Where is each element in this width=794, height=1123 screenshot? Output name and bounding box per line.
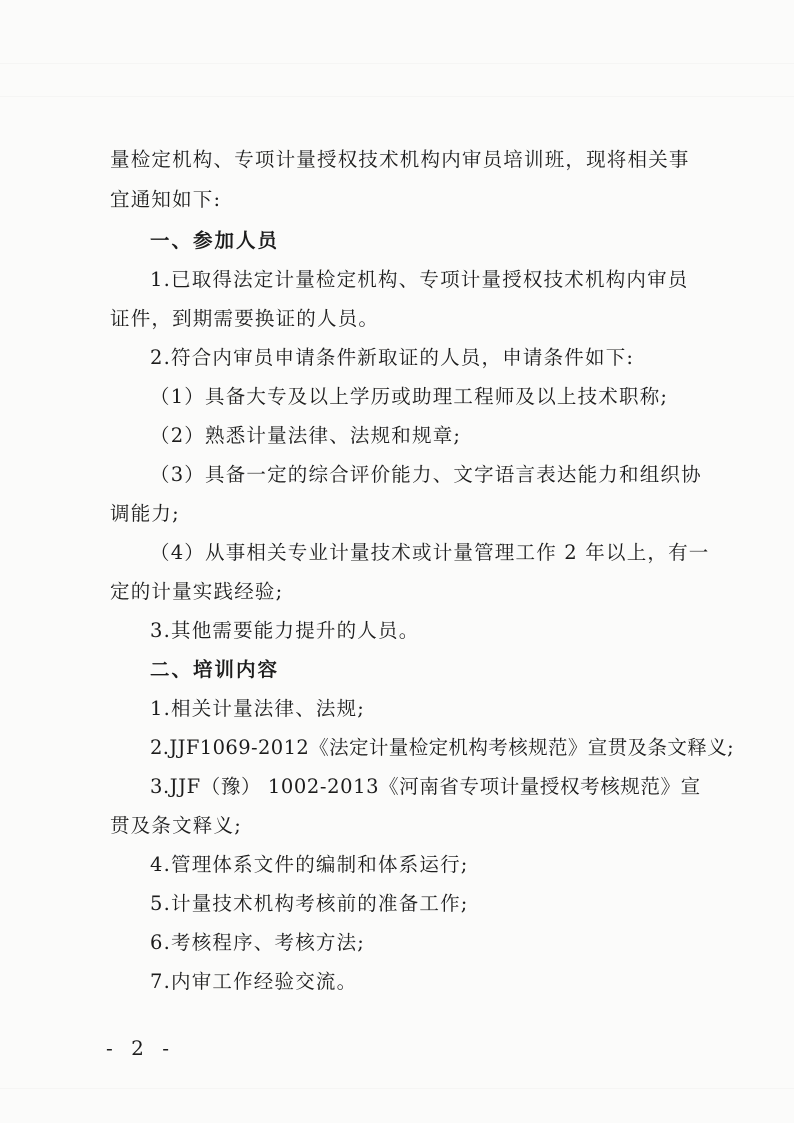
scan-artifact [0, 1088, 794, 1089]
condition-4-line-2: 定的计量实践经验; [110, 580, 284, 603]
section-1-item-1-line-2: 证件，到期需要换证的人员。 [110, 307, 380, 330]
scan-artifact [0, 96, 794, 97]
condition-4-line-1: （4）从事相关专业计量技术或计量管理工作 2 年以上，有一 [150, 541, 710, 564]
section-2-item-5: 5.计量技术机构考核前的准备工作; [150, 892, 469, 915]
section-1-heading: 一、参加人员 [150, 229, 280, 252]
section-2-item-3-line-2: 贯及条文释义; [110, 814, 242, 837]
section-2-item-6: 6.考核程序、考核方法; [150, 931, 366, 954]
scan-artifact [0, 63, 794, 64]
section-2-item-2: 2.JJF1069-2012《法定计量检定机构考核规范》宣贯及条文释义; [150, 736, 735, 759]
section-2-item-1: 1.相关计量法律、法规; [150, 697, 366, 720]
condition-1: （1）具备大专及以上学历或助理工程师及以上技术职称; [150, 385, 669, 408]
intro-line-1: 量检定机构、专项计量授权技术机构内审员培训班，现将相关事 [110, 148, 690, 171]
section-2-item-7: 7.内审工作经验交流。 [150, 970, 358, 993]
intro-line-2: 宜通知如下: [110, 188, 222, 211]
section-2-heading: 二、培训内容 [150, 658, 280, 681]
section-2-item-3-line-1: 3.JJF（豫） 1002-2013《河南省专项计量授权考核规范》宣 [150, 775, 701, 798]
condition-2: （2）熟悉计量法律、法规和规章; [150, 424, 462, 447]
condition-3-line-2: 调能力; [110, 502, 180, 525]
section-1-item-2: 2.符合内审员申请条件新取证的人员，申请条件如下: [150, 346, 635, 369]
condition-3-line-1: （3）具备一定的综合评价能力、文字语言表达能力和组织协 [150, 463, 702, 486]
page-number: - 2 - [106, 1036, 175, 1060]
section-1-item-3: 3.其他需要能力提升的人员。 [150, 619, 420, 642]
section-2-item-4: 4.管理体系文件的编制和体系运行; [150, 853, 469, 876]
section-1-item-1-line-1: 1.已取得法定计量检定机构、专项计量授权技术机构内审员 [150, 268, 689, 291]
